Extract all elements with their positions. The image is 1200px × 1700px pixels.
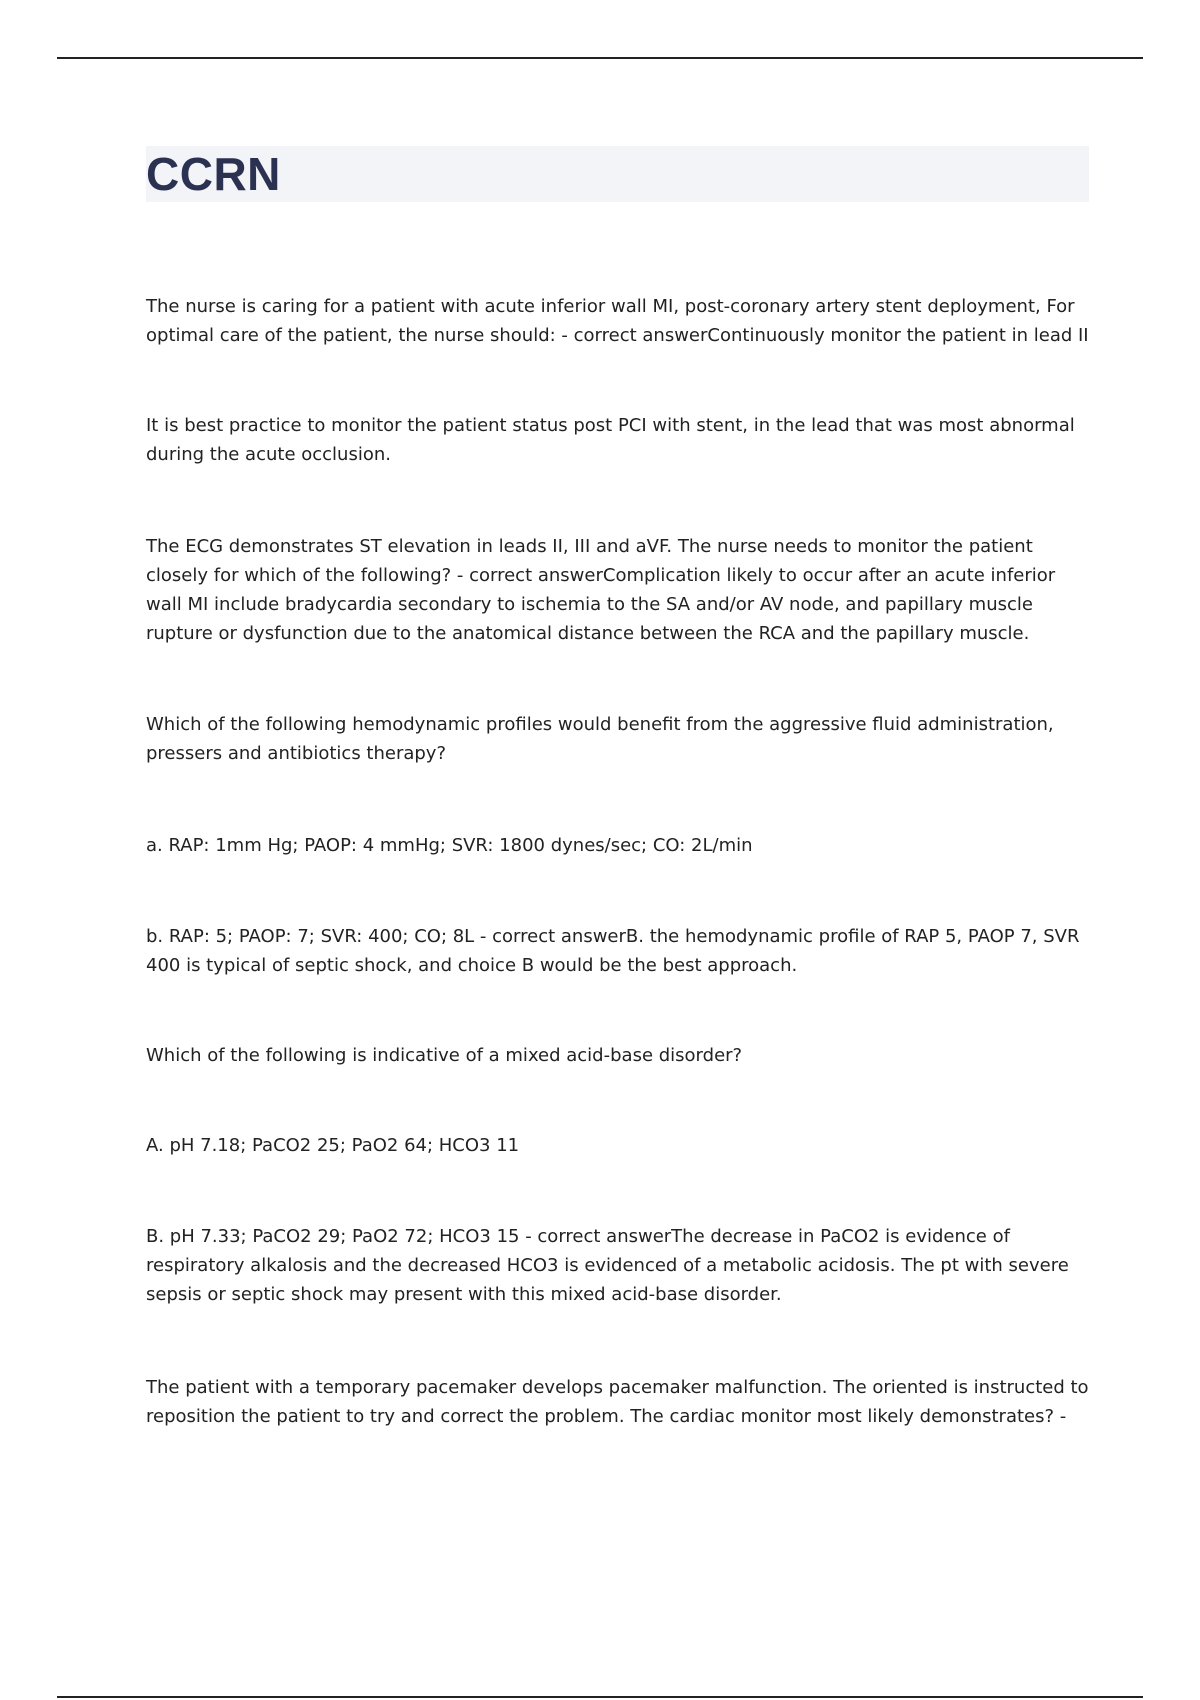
page-title: CCRN xyxy=(146,148,281,200)
bottom-rule xyxy=(57,1696,1143,1698)
paragraph-q4-option-b: B. pH 7.33; PaCO2 29; PaO2 72; HCO3 15 - correct answerThe decrease in PaCO2 is evidence of respiratory alkalosis and the decreased HCO3 is evidenced of a metabolic acidosis. The pt with severe sepsis or septic shock may present with this mixed acid-base disorder. xyxy=(146,1226,1069,1305)
paragraph-q4-option-a: A. pH 7.18; PaCO2 25; PaO2 64; HCO3 11 xyxy=(146,1135,520,1156)
paragraph-q1-rationale: It is best practice to monitor the patient status post PCI with stent, in the lead that was most abnormal during the acute occlusion. xyxy=(146,415,1075,465)
paragraph-q5: The patient with a temporary pacemaker develops pacemaker malfunction. The oriented is instructed to reposition the patient to try and correct the problem. The cardiac monitor most likely demonstrates? - xyxy=(146,1377,1089,1427)
paragraph-q3: Which of the following hemodynamic profiles would benefit from the aggressive fluid administration, pressers and antibiotics therapy? xyxy=(146,714,1054,764)
paragraph-q3-option-a: a. RAP: 1mm Hg; PAOP: 4 mmHg; SVR: 1800 dynes/sec; CO: 2L/min xyxy=(146,835,753,856)
paragraph-q4: Which of the following is indicative of a mixed acid-base disorder? xyxy=(146,1045,743,1066)
paragraph-q3-option-b: b. RAP: 5; PAOP: 7; SVR: 400; CO; 8L - correct answerB. the hemodynamic profile of RAP 5, PAOP 7, SVR 400 is typical of septic shock, and choice B would be the best approach. xyxy=(146,926,1080,976)
paragraph-q1: The nurse is caring for a patient with acute inferior wall MI, post-coronary artery stent deployment, For optimal care of the patient, the nurse should: - correct answerContinuously monitor the patient in lead II xyxy=(146,296,1089,346)
title-band xyxy=(146,146,1089,202)
top-rule xyxy=(57,57,1143,59)
paragraph-q2: The ECG demonstrates ST elevation in leads II, III and aVF. The nurse needs to monitor the patient closely for which of the following? - correct answerComplication likely to occur after an acute inferior wall MI include bradycardia secondary to ischemia to the SA and/or AV node, and papillary muscle rupture or dysfunction due to the anatomical distance between the RCA and the papillary muscle. xyxy=(146,536,1056,644)
